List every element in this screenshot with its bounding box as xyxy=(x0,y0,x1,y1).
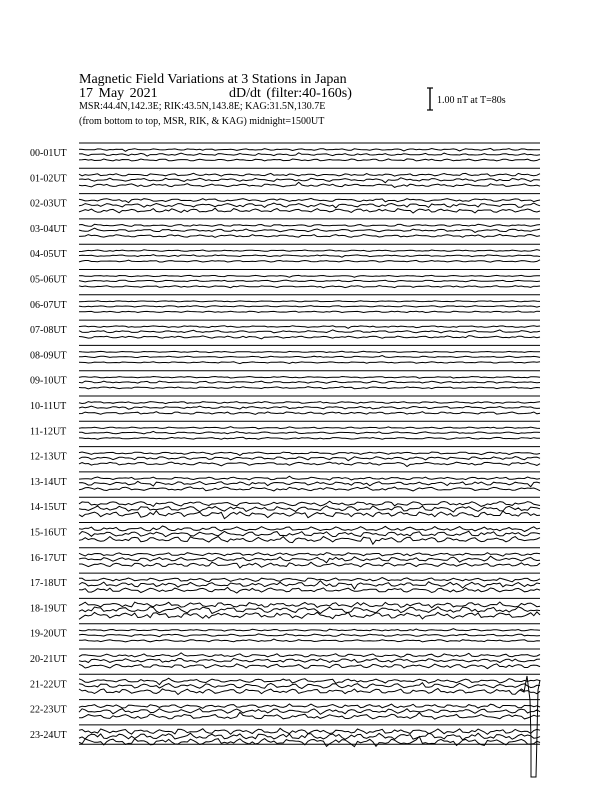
row-label: 12-13UT xyxy=(30,451,67,463)
trace-KAG xyxy=(79,704,540,708)
trace-MSR xyxy=(79,612,540,619)
trace-KAG xyxy=(79,198,540,202)
hour-row-05-06UT xyxy=(30,270,540,288)
row-label: 15-16UT xyxy=(30,527,67,539)
row-label: 00-01UT xyxy=(30,148,67,159)
hour-row-23-24UT xyxy=(30,725,540,747)
trace-RIK xyxy=(79,306,540,308)
trace-KAG xyxy=(79,728,540,734)
trace-RIK xyxy=(79,255,540,258)
row-label: 21-22UT xyxy=(30,679,67,691)
trace-RIK xyxy=(79,228,540,232)
trace-KAG xyxy=(79,476,540,480)
trace-MSR xyxy=(79,387,540,389)
trace-KAG xyxy=(79,250,540,252)
trace-RIK xyxy=(79,481,540,486)
trace-RIK xyxy=(79,531,540,536)
row-label: 20-21UT xyxy=(30,654,67,665)
row-label: 13-14UT xyxy=(30,476,67,488)
hour-row-02-03UT xyxy=(30,194,540,213)
trace-MSR xyxy=(79,362,540,364)
hour-row-16-17UT xyxy=(30,548,540,568)
hour-row-18-19UT xyxy=(30,598,540,619)
station-coordinates: MSR:44.4N,142.3E; RIK:43.5N,143.8E; KAG:31.5N,130.7E xyxy=(79,101,326,112)
trace-RIK xyxy=(79,683,540,689)
row-label: 14-15UT xyxy=(30,502,67,514)
row-label: 02-03UT xyxy=(30,198,67,210)
hour-row-04-05UT xyxy=(30,244,540,262)
trace-KAG xyxy=(79,452,540,455)
trace-MSR xyxy=(79,562,540,568)
row-label: 18-19UT xyxy=(30,603,67,615)
trace-MSR xyxy=(79,639,540,642)
row-label: 01-02UT xyxy=(30,173,67,185)
row-label: 17-18UT xyxy=(30,578,67,590)
trace-KAG xyxy=(79,526,540,532)
row-label: 06-07UT xyxy=(30,299,67,311)
trace-MSR xyxy=(79,336,540,339)
hour-row-01-02UT xyxy=(30,168,540,187)
trace-RIK xyxy=(79,431,540,434)
trace-RIK xyxy=(79,280,540,282)
chart-title: Magnetic Field Variations at 3 Stations in Japan xyxy=(79,72,347,87)
trace-MSR xyxy=(79,159,540,161)
trace-MSR xyxy=(79,511,540,519)
trace-MSR xyxy=(79,208,540,213)
row-label: 23-24UT xyxy=(30,729,67,741)
quantity-label: dD/dt (filter:40-160s) xyxy=(229,86,352,101)
trace-RIK xyxy=(79,203,540,208)
trace-MSR xyxy=(79,412,540,415)
row-label: 08-09UT xyxy=(30,350,67,362)
trace-RIK xyxy=(79,709,540,715)
trace-KAG xyxy=(79,301,540,302)
trace-MSR xyxy=(79,260,540,262)
trace-RIK xyxy=(79,506,540,512)
trace-KAG xyxy=(79,148,540,151)
trace-KAG xyxy=(79,326,540,329)
trace-RIK xyxy=(79,634,540,637)
hourly-rows xyxy=(30,143,540,747)
row-label: 22-23UT xyxy=(30,704,67,716)
trace-RIK xyxy=(79,153,540,156)
trace-KAG xyxy=(79,351,540,352)
row-label: 16-17UT xyxy=(30,552,67,564)
date-label: 17 May 2021 xyxy=(79,86,158,101)
trace-RIK xyxy=(79,457,540,461)
row-label: 09-10UT xyxy=(30,375,67,387)
trace-RIK xyxy=(79,381,540,383)
trace-MSR xyxy=(79,487,540,491)
trace-KAG xyxy=(79,678,540,685)
hour-row-14-15UT xyxy=(30,497,540,518)
trace-RIK xyxy=(79,733,540,740)
trace-RIK xyxy=(79,330,540,333)
large-spike-trace xyxy=(520,676,540,777)
trace-KAG xyxy=(79,501,540,506)
trace-MSR xyxy=(79,712,540,719)
hour-row-07-08UT xyxy=(30,320,540,339)
trace-MSR xyxy=(79,311,540,313)
hour-row-19-20UT xyxy=(30,624,540,642)
hour-row-21-22UT xyxy=(30,674,540,694)
trace-KAG xyxy=(79,224,540,226)
trace-RIK xyxy=(79,356,540,358)
trace-RIK xyxy=(79,556,540,563)
hour-row-11-12UT xyxy=(30,421,540,439)
hour-row-08-09UT xyxy=(30,345,540,363)
trace-RIK xyxy=(79,659,540,663)
scale-bar-label: 1.00 nT at T=80s xyxy=(437,95,506,106)
hour-row-20-21UT xyxy=(30,649,540,669)
trace-MSR xyxy=(79,664,540,669)
trace-KAG xyxy=(79,578,540,582)
trace-KAG xyxy=(79,275,540,277)
trace-KAG xyxy=(79,653,540,657)
hour-row-03-04UT xyxy=(30,219,540,237)
trace-KAG xyxy=(79,427,540,429)
trace-MSR xyxy=(79,587,540,593)
trace-RIK xyxy=(79,406,540,409)
row-label: 10-11UT xyxy=(30,401,67,412)
trace-KAG xyxy=(79,402,540,404)
row-label: 05-06UT xyxy=(30,274,67,286)
station-order-note: (from bottom to top, MSR, RIK, & KAG) midnight=1500UT xyxy=(79,116,325,127)
trace-MSR xyxy=(79,286,540,288)
trace-RIK xyxy=(79,178,540,183)
trace-MSR xyxy=(79,234,540,237)
trace-KAG xyxy=(79,377,540,379)
hour-row-17-18UT xyxy=(30,573,540,593)
trace-MSR xyxy=(79,437,540,439)
trace-KAG xyxy=(79,629,540,631)
row-label: 04-05UT xyxy=(30,249,67,261)
trace-RIK xyxy=(79,607,540,614)
trace-RIK xyxy=(79,581,540,589)
hour-row-12-13UT xyxy=(30,447,540,467)
trace-MSR xyxy=(79,537,540,545)
trace-MSR xyxy=(79,462,540,466)
row-label: 11-12UT xyxy=(30,426,67,438)
trace-MSR xyxy=(79,182,540,187)
hour-row-13-14UT xyxy=(30,472,540,491)
trace-MSR xyxy=(79,737,540,747)
hour-row-09-10UT xyxy=(30,371,540,389)
trace-KAG xyxy=(79,173,540,176)
row-label: 03-04UT xyxy=(30,223,67,235)
row-label: 07-08UT xyxy=(30,325,67,337)
hour-row-15-16UT xyxy=(30,523,540,545)
hour-row-10-11UT xyxy=(30,396,540,414)
trace-MSR xyxy=(79,689,540,695)
trace-KAG xyxy=(79,553,540,557)
row-label: 19-20UT xyxy=(30,628,67,640)
trace-KAG xyxy=(79,602,540,608)
hour-row-22-23UT xyxy=(30,700,540,720)
hour-row-00-01UT xyxy=(30,143,540,161)
hour-row-06-07UT xyxy=(30,295,540,313)
